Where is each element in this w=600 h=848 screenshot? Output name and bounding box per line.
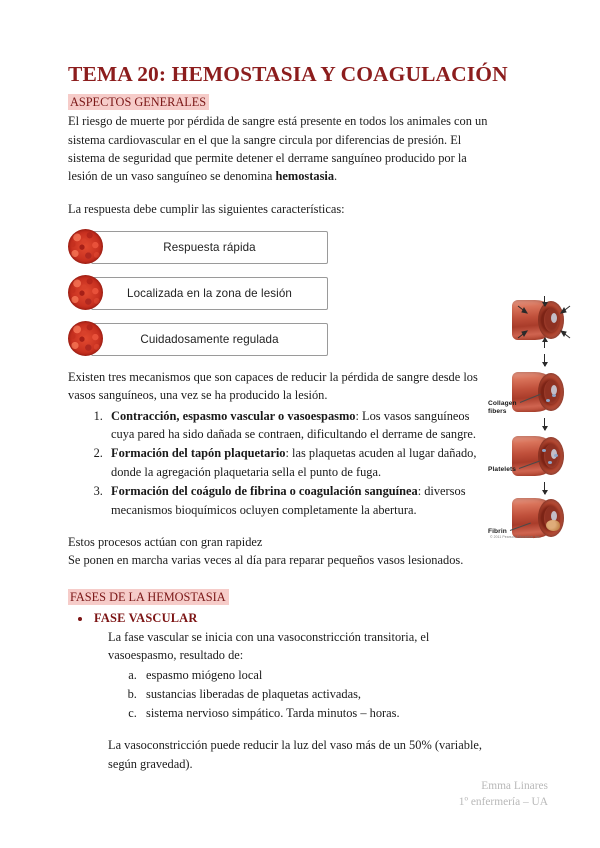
section-aspectos-generales (68, 93, 492, 218)
figure-label-fibrin: Fibrin (488, 528, 507, 535)
bullet-dot-icon (78, 617, 82, 621)
flow-arrow-icon (544, 482, 545, 494)
figure-label-platelets: Platelets (488, 466, 517, 473)
flow-arrow-icon (544, 418, 545, 430)
list-item-bold: Formación del tapón plaquetario (111, 446, 286, 461)
paragraph-intro-caracteristicas: La respuesta debe cumplir las siguientes características: (68, 201, 345, 216)
page-title: TEMA 20: HEMOSTASIA Y COAGULACIÓN (68, 62, 508, 86)
blood-vessel-illustration (512, 372, 570, 412)
list-item: b. sustancias liberadas de plaquetas activadas, (140, 685, 492, 704)
list-item-bold: Contracción, espasmo vascular o vasoespasmo (111, 408, 356, 423)
list-item (106, 482, 492, 519)
figure-stage-collagen (512, 368, 574, 416)
blood-vessel-illustration (512, 498, 570, 538)
paragraph-text-part2: . (334, 169, 338, 184)
platelet-dot (548, 461, 552, 464)
list-item-text: : diversos mecanismos bioquímicos ocluyen completamente la abertura. (111, 484, 466, 517)
platelet-dot (552, 394, 556, 397)
figure-stage-platelets (512, 432, 574, 480)
section-mecanismos (68, 368, 492, 570)
vasoconstriction-arrows (488, 294, 596, 346)
platelet-dot (546, 399, 550, 402)
radial-arrow-set-icon (488, 294, 596, 350)
section-heading-fases-hemostasia: FASES DE LA HEMOSTASIA (68, 589, 229, 606)
paragraph-vasoconstriccion: La vasoconstricción puede reducir la luz del vaso más de un 50% (variable, según gravedad). (108, 738, 482, 771)
diagram-box-1-label: Respuesta rápida (163, 241, 256, 255)
paragraph-closing-line1: Estos procesos actúan con gran rapidez (68, 534, 263, 549)
figure-label-collagen-line2: fibers (488, 407, 507, 415)
red-blood-cell-cluster-icon (68, 275, 103, 310)
list-item-bold: Formación del coágulo de fibrina o coagulación sanguínea (111, 484, 418, 499)
phase-vascular-heading (68, 611, 492, 626)
diagram-row-3 (68, 321, 328, 359)
section-fases-hemostasia (68, 588, 492, 773)
diagram-row-1 (68, 229, 328, 267)
flow-arrow-icon (544, 354, 545, 366)
paragraph-aspectos-generales (68, 112, 492, 185)
figure-label-collagen-fibers (488, 400, 517, 416)
characteristics-diagram (68, 229, 328, 359)
platelet-dot (554, 454, 558, 457)
red-blood-cell-cluster-icon (68, 229, 103, 264)
section-heading-aspectos-generales: ASPECTOS GENERALES (68, 94, 209, 111)
paragraph-fase-vascular-intro: La fase vascular se inicia con una vasoconstricción transitoria, el vasoespasmo, resultado de: (108, 630, 430, 663)
list-item (106, 407, 492, 444)
figure-credit: © 2011 Pearson Education, Inc. (490, 535, 541, 539)
diagram-box-2-label: Localizada en la zona de lesión (127, 287, 292, 301)
list-item: a. espasmo miógeno local (140, 666, 492, 685)
fase-vascular-causes-list (68, 666, 492, 723)
footer-author: Emma Linares (481, 779, 548, 792)
diagram-row-2 (68, 275, 328, 313)
figure-label-collagen-line1: Collagen (488, 400, 517, 407)
paragraph-bold-hemostasia: hemostasia (275, 169, 335, 184)
diagram-box-3 (91, 323, 328, 356)
fibrin-clot (546, 520, 560, 531)
platelet-dot (542, 449, 546, 452)
list-item-text: : Los vasos sanguíneos cuya pared ha sido dañada se contraen, dificultando el derrame de sangre. (111, 408, 477, 442)
list-item (106, 444, 492, 481)
diagram-box-1 (91, 231, 328, 264)
phase-vascular-label: FASE VASCULAR (94, 611, 198, 626)
paragraph-text-part1: El riesgo de muerte por pérdida de sangre está presente en todos los animales con un sistema cardiovascular en el que la sangre circula por diferencias de presión. El sistema de seguridad que permite detener el derrame sanguíneo producido por la lesión de un vaso sanguíneo se denomina (68, 114, 488, 184)
list-item: c. sistema nervioso simpático. Tarda minutos – horas. (140, 704, 492, 723)
mecanismos-list (68, 407, 492, 519)
red-blood-cell-cluster-icon (68, 321, 103, 356)
vessel-hemostasis-figure (488, 296, 596, 539)
diagram-box-2 (91, 277, 328, 310)
blood-vessel-illustration (512, 436, 570, 476)
page-footer (0, 778, 548, 810)
footer-course: 1º enfermería – UA (458, 795, 548, 808)
list-item-text: : las plaquetas acuden al lugar dañado, donde la agregación plaquetaria sella el punto de fuga. (111, 446, 477, 479)
paragraph-mecanismos-intro: Existen tres mecanismos que son capaces de reducir la pérdida de sangre desde los vasos sanguíneos, una vez se ha producido la lesión. (68, 370, 478, 403)
paragraph-closing-line2: Se ponen en marcha varias veces al día para reparar pequeños vasos lesionados. (68, 553, 464, 568)
diagram-box-3-label: Cuidadosamente regulada (140, 333, 279, 347)
